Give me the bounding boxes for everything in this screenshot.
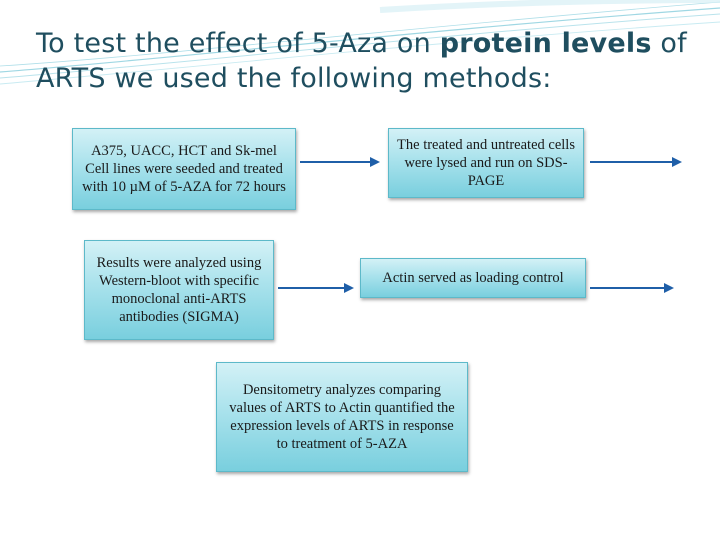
step-western-box [84, 240, 274, 340]
title-suffix: of ARTS we used the following methods: [36, 28, 687, 94]
step-western-text: Results were analyzed using Western-bloot with specific monoclonal anti-ARTS antibodies (SIGMA) [96, 255, 262, 325]
step-seed-box [72, 128, 296, 210]
title-bold: protein levels [439, 28, 652, 59]
step-actin-box [360, 258, 586, 298]
title-prefix: To test the effect of 5-Aza on [36, 28, 440, 59]
step-lyse-box [388, 128, 584, 198]
step-densitometry-box [216, 362, 468, 472]
slide-title [36, 26, 696, 96]
step-seed-text: A375, UACC, HCT and Sk-mel Cell lines were seeded and treated with 10 µM of 5-AZA for 72 hours [82, 143, 286, 195]
step-densitometry-text: Densitometry analyzes comparing values of ARTS to Actin quantified the expression levels of ARTS in response to treatment of 5-AZA [229, 382, 455, 452]
step-actin-text: Actin served as loading control [382, 270, 564, 286]
step-lyse-text: The treated and untreated cells were lysed and run on SDS-PAGE [397, 137, 575, 189]
